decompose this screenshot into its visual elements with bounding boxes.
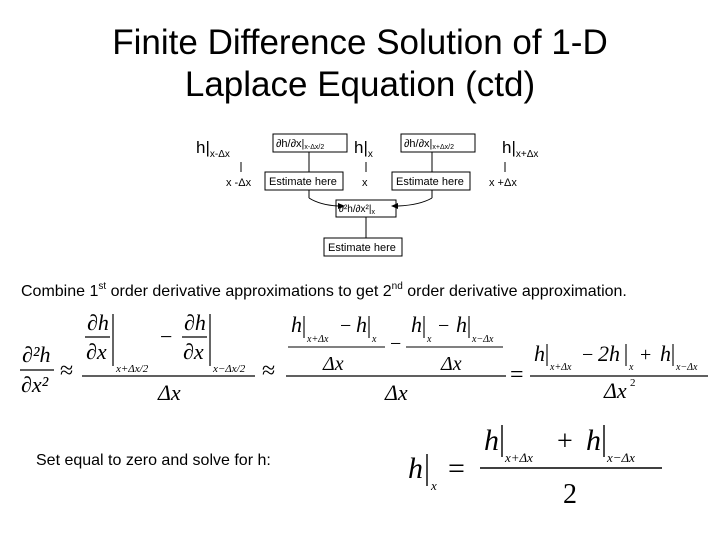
svg-text:x+Δx: x+Δx xyxy=(550,362,572,373)
deriv-left-label: ∂h/∂x|x-Δx/2 xyxy=(276,138,325,151)
svg-text:−: − xyxy=(390,333,402,355)
svg-text:h: h xyxy=(586,424,601,457)
svg-text:x: x xyxy=(431,478,437,493)
title-line-2: Laplace Equation (ctd) xyxy=(184,65,536,104)
title-line-1: Finite Difference Solution of 1-D xyxy=(112,23,608,62)
approx-sign-2: ≈ xyxy=(262,358,276,384)
svg-text:2h: 2h xyxy=(598,341,620,366)
svg-text:h: h xyxy=(356,312,367,337)
deriv-right-label: ∂h/∂x|x+Δx/2 xyxy=(404,138,455,151)
svg-text:h: h xyxy=(484,424,499,457)
svg-text:+: + xyxy=(640,344,652,366)
axis-right-label: x +Δx xyxy=(489,177,517,189)
svg-text:x−Δx: x−Δx xyxy=(607,450,635,465)
svg-text:∂x: ∂x xyxy=(183,339,204,364)
svg-text:x+Δx: x+Δx xyxy=(307,334,329,345)
svg-text:h: h xyxy=(411,312,422,337)
dx2-denominator: ∂x² xyxy=(21,372,49,397)
svg-text:h: h xyxy=(534,341,545,366)
svg-text:∂h: ∂h xyxy=(184,310,206,335)
svg-text:Δx: Δx xyxy=(441,353,462,375)
svg-text:−: − xyxy=(160,324,173,349)
svg-text:x: x xyxy=(629,362,634,373)
svg-text:h: h xyxy=(291,312,302,337)
svg-text:2: 2 xyxy=(630,377,636,389)
axis-left-label: x -Δx xyxy=(226,177,252,189)
svg-text:Δx: Δx xyxy=(158,380,181,405)
estimate-right-label: Estimate here xyxy=(396,176,464,188)
svg-text:Δx: Δx xyxy=(385,380,408,405)
estimate-bottom-label: Estimate here xyxy=(328,242,396,254)
svg-text:−: − xyxy=(438,315,450,337)
second-deriv-label: $\partial^2h/\partial x^2|_x$ xyxy=(339,204,375,216)
axis-center-label: x xyxy=(362,177,368,189)
svg-text:Δx: Δx xyxy=(323,353,344,375)
svg-text:x: x xyxy=(372,334,377,345)
equals-sign-2: = xyxy=(448,452,465,485)
svg-text:h: h xyxy=(408,452,423,485)
svg-text:x−Δx: x−Δx xyxy=(472,334,494,345)
h-left-label: $h|_{x-\Delta x}$ xyxy=(196,138,230,160)
svg-text:+: + xyxy=(557,426,573,457)
svg-text:x: x xyxy=(427,334,432,345)
svg-text:x+Δx: x+Δx xyxy=(505,450,533,465)
svg-text:h: h xyxy=(456,312,467,337)
set-equal-text: Set equal to zero and solve for h: xyxy=(36,452,271,469)
svg-text:2: 2 xyxy=(563,479,577,510)
svg-text:h: h xyxy=(660,341,671,366)
h-center-label: $h|_x$ xyxy=(354,138,373,160)
h-right-label: $h|_{x+\Delta x}$ xyxy=(502,138,539,160)
svg-text:Δx: Δx xyxy=(604,378,627,403)
svg-text:x+Δx/2: x+Δx/2 xyxy=(116,363,149,375)
svg-text:−: − xyxy=(340,315,352,337)
svg-text:∂x: ∂x xyxy=(86,339,107,364)
svg-text:x−Δx: x−Δx xyxy=(676,362,698,373)
estimate-left-label: Estimate here xyxy=(269,176,337,188)
combine-sentence: Combine 1st order derivative approximations to get 2nd order derivative approximation. xyxy=(21,281,627,300)
svg-text:−: − xyxy=(582,344,594,366)
svg-text:∂h: ∂h xyxy=(87,310,109,335)
approx-sign-1: ≈ xyxy=(60,358,74,384)
equals-sign-1: = xyxy=(510,362,524,388)
d2h-numerator: ∂²h xyxy=(22,342,51,367)
svg-text:x−Δx/2: x−Δx/2 xyxy=(213,363,246,375)
